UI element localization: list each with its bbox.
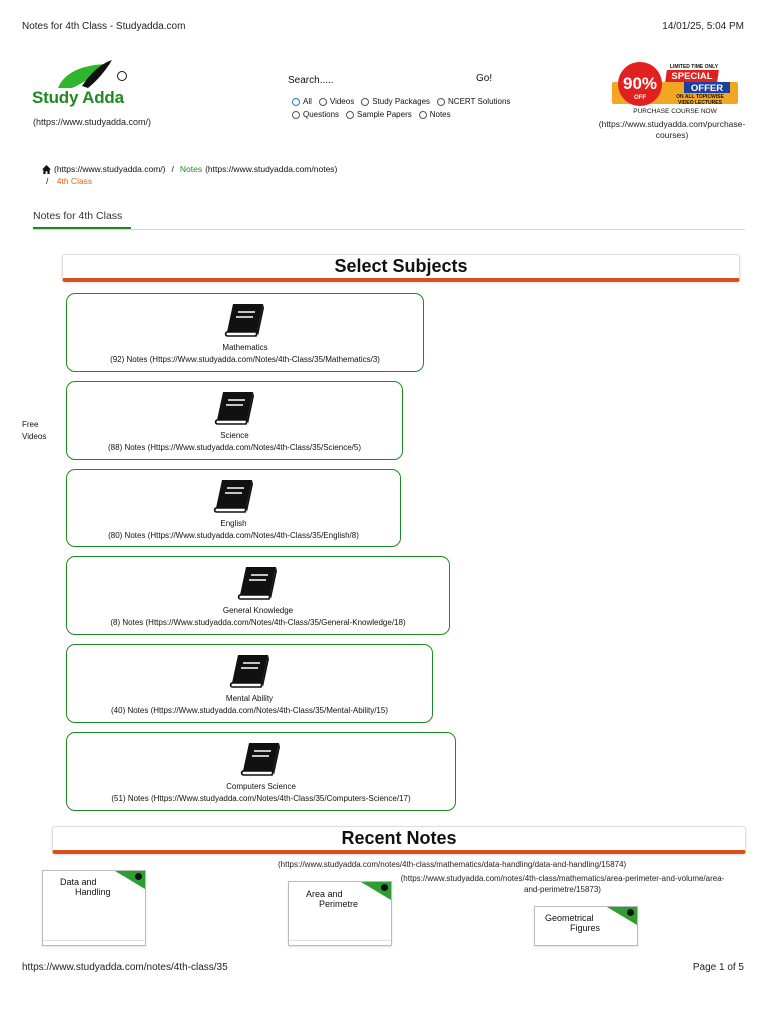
ad-line1: ON ALL TOPICWISE	[676, 94, 724, 100]
go-button[interactable]: Go!	[476, 73, 493, 84]
radio-icon[interactable]	[419, 111, 427, 119]
ad-percent: 90%	[622, 74, 658, 93]
offer-badge-graphic	[612, 62, 738, 114]
ad-limited: LIMITED TIME ONLY	[669, 64, 719, 70]
ad-special: SPECIAL	[671, 71, 713, 82]
breadcrumb-notes-link[interactable]: Notes	[179, 164, 203, 174]
subject-notes-link[interactable]: (51) Notes (Https://Www.studyadda.com/Notes/4th-Class/35/Computers-Science/17)	[111, 794, 411, 803]
card-divider	[43, 940, 145, 941]
ad-off: OFF	[634, 95, 646, 101]
book-icon	[223, 302, 267, 340]
tab-divider	[33, 229, 745, 230]
subject-card-computers-science[interactable]	[66, 732, 456, 811]
subject-name: Science	[220, 431, 249, 440]
ad-cta: PURCHASE COURSE NOW	[633, 108, 717, 114]
breadcrumb-separator: /	[171, 164, 174, 174]
recent-note-link-1[interactable]: (https://www.studyadda.com/notes/4th-class/mathematics/data-handling/data-and-handling/15874)	[278, 860, 627, 869]
ad-offer: OFFER	[690, 83, 724, 94]
subject-name: English	[220, 519, 247, 528]
recent-note-card-geometrical-figures[interactable]	[534, 906, 638, 946]
subject-notes-link[interactable]: (88) Notes (Https://Www.studyadda.com/Notes/4th-Class/35/Science/5)	[108, 443, 361, 452]
leaf-icon	[32, 58, 132, 92]
tab-notes-for-4th-class[interactable]: Notes for 4th Class	[33, 210, 123, 222]
print-page-title: Notes for 4th Class - Studyadda.com	[22, 21, 186, 32]
filter-option-videos[interactable]: Videos	[319, 97, 354, 106]
filter-option-notes[interactable]: Notes	[419, 110, 451, 119]
pin-icon	[135, 873, 142, 880]
recent-note-title-line2: Perimetre	[319, 899, 359, 909]
recent-notes-heading: Recent Notes	[52, 826, 746, 854]
radio-icon[interactable]	[292, 98, 300, 106]
breadcrumb-home-link[interactable]: (https://www.studyadda.com/)	[54, 164, 166, 174]
filter-option-questions[interactable]: Questions	[292, 110, 339, 119]
breadcrumb-notes-url[interactable]: (https://www.studyadda.com/notes)	[205, 164, 338, 174]
filter-option-sample-papers[interactable]: Sample Papers	[346, 110, 412, 119]
ad-link[interactable]: (https://www.studyadda.com/purchase-courses)	[598, 119, 746, 140]
pin-icon	[381, 884, 388, 891]
book-icon	[228, 653, 272, 691]
book-icon	[213, 390, 257, 428]
radio-icon[interactable]	[319, 98, 327, 106]
search-input[interactable]: Search.....	[288, 75, 334, 86]
recent-note-title-line1: Area and	[306, 889, 343, 899]
subject-card-english[interactable]	[66, 469, 401, 547]
radio-icon[interactable]	[437, 98, 445, 106]
card-divider	[289, 940, 391, 941]
recent-note-title-line1: Geometrical	[545, 913, 594, 923]
ad-line2: VIDEO LECTURES	[678, 100, 722, 106]
subject-card-science[interactable]	[66, 381, 403, 460]
subject-name: Mental Ability	[225, 694, 274, 703]
subject-notes-link[interactable]: (40) Notes (Https://Www.studyadda.com/Notes/4th-Class/35/Mental-Ability/15)	[111, 706, 388, 715]
recent-note-card-area-perimetre[interactable]	[288, 881, 392, 946]
subject-notes-link[interactable]: (92) Notes (Https://Www.studyadda.com/Notes/4th-Class/35/Mathematics/3)	[110, 355, 380, 364]
book-icon	[212, 478, 256, 516]
breadcrumb	[42, 164, 337, 174]
recent-note-title-line2: Handling	[75, 887, 111, 897]
print-page-url: https://www.studyadda.com/notes/4th-class/35	[22, 962, 228, 973]
filter-option-all[interactable]: All	[292, 97, 312, 106]
logo-word-adda: Adda	[82, 88, 124, 107]
pin-icon	[627, 909, 634, 916]
subject-notes-link[interactable]: (80) Notes (Https://Www.studyadda.com/Notes/4th-Class/35/English/8)	[108, 531, 359, 540]
book-icon	[239, 741, 283, 779]
free-videos-side-link[interactable]: Free Videos	[22, 420, 47, 441]
recent-note-link-2[interactable]: (https://www.studyadda.com/notes/4th-class/mathematics/area-perimeter-and-volume/area-and-perimetre/15873)	[400, 874, 725, 894]
radio-icon[interactable]	[361, 98, 369, 106]
select-subjects-heading: Select Subjects	[62, 254, 740, 282]
radio-icon[interactable]	[346, 111, 354, 119]
print-date: 14/01/25, 5:04 PM	[662, 21, 744, 32]
recent-note-title-line2: Figures	[570, 923, 601, 933]
subject-notes-link[interactable]: (8) Notes (Https://Www.studyadda.com/Notes/4th-Class/35/General-Knowledge/18)	[110, 618, 406, 627]
radio-icon[interactable]	[292, 111, 300, 119]
search-filter-row-1	[292, 97, 513, 106]
special-offer-banner[interactable]	[612, 62, 738, 114]
home-icon[interactable]	[42, 165, 51, 174]
search-filter-row-2	[292, 110, 454, 119]
logo-link[interactable]: (https://www.studyadda.com/)	[33, 117, 152, 127]
recent-note-card-data-handling[interactable]	[42, 870, 146, 946]
subject-card-general-knowledge[interactable]	[66, 556, 450, 635]
logo-word-study: Study	[32, 88, 79, 107]
subject-name: Mathematics	[222, 343, 268, 352]
book-icon	[236, 565, 280, 603]
studyadda-logo[interactable]	[32, 58, 132, 110]
recent-note-title-line1: Data and	[60, 877, 97, 887]
subject-name: General Knowledge	[222, 606, 294, 615]
subject-name: Computers Science	[226, 782, 296, 791]
breadcrumb-current-row	[46, 176, 92, 186]
breadcrumb-current: 4th Class	[56, 176, 93, 186]
print-page-number: Page 1 of 5	[692, 962, 744, 973]
subject-card-mental-ability[interactable]	[66, 644, 433, 723]
subject-card-mathematics[interactable]	[66, 293, 424, 372]
filter-option-study-packages[interactable]: Study Packages	[361, 97, 430, 106]
filter-option-ncert-solutions[interactable]: NCERT Solutions	[437, 97, 510, 106]
breadcrumb-separator: /	[46, 176, 49, 186]
